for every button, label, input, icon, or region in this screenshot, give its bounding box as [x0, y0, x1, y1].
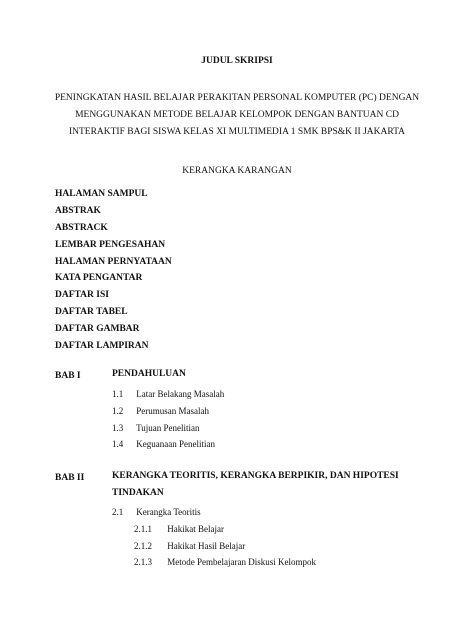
section-text: Perumusan Masalah [136, 406, 209, 416]
thesis-title-line: INTERAKTIF BAGI SISWA KELAS XI MULTIMEDIA 1 SMK BPS&K II JAKARTA [68, 127, 406, 137]
bab2-subsection [134, 524, 224, 534]
front-matter-item: DAFTAR TABEL [55, 307, 128, 318]
section-text: Latar Belakang Masalah [136, 389, 225, 399]
thesis-title-line: PENINGKATAN HASIL BELAJAR PERAKITAN PERSONAL KOMPUTER (PC) DENGAN [54, 93, 420, 103]
front-matter-item: ABSTRAK [55, 205, 101, 216]
subsection-text: Hakikat Belajar [167, 524, 224, 534]
subsection-number: 2.1.2 [134, 541, 152, 551]
bab2-label: BAB II [55, 473, 85, 483]
section-text: Keguanaan Penelitian [136, 439, 215, 449]
thesis-title-line: MENGGUNAKAN METODE BELAJAR KELOMPOK DENGAN BANTUAN CD [75, 110, 399, 120]
bab1-section [112, 389, 224, 399]
section-text: Kerangka Teoritis [136, 507, 201, 517]
subsection-text: Metode Pembelajaran Diskusi Kelompok [167, 557, 316, 567]
front-matter-list [55, 186, 172, 355]
document-heading: JUDUL SKRIPSI [201, 56, 273, 66]
front-matter-item: KATA PENGANTAR [55, 273, 143, 284]
bab2-title-line: KERANGKA TEORITIS, KERANGKA BERPIKIR, DAN HIPOTESI [112, 471, 399, 481]
bab1-section [112, 406, 209, 416]
subsection-number: 2.1.3 [134, 557, 152, 567]
subsection-number: 2.1.1 [134, 524, 152, 534]
section-number: 1.4 [112, 439, 124, 449]
section-text: Tujuan Penelitian [136, 423, 200, 433]
thesis-title [0, 90, 474, 141]
bab1-section [112, 439, 215, 449]
front-matter-item: ABSTRACK [55, 222, 108, 233]
outline-heading: KERANGKA KARANGAN [182, 166, 292, 176]
front-matter-item: HALAMAN PERNYATAAN [55, 256, 172, 267]
front-matter-item: DAFTAR LAMPIRAN [55, 341, 149, 352]
section-number: 1.1 [112, 389, 124, 399]
section-number: 2.1 [112, 507, 124, 517]
bab2-subsection [134, 557, 316, 567]
front-matter-item: DAFTAR ISI [55, 290, 109, 301]
bab2-section [112, 507, 201, 517]
bab1-title: PENDAHULUAN [112, 369, 186, 379]
bab2-subsection [134, 541, 245, 551]
front-matter-item: LEMBAR PENGESAHAN [55, 239, 166, 250]
bab2-title-line: TINDAKAN [112, 488, 164, 498]
front-matter-item: HALAMAN SAMPUL [55, 189, 148, 199]
section-number: 1.2 [112, 406, 124, 416]
subsection-text: Hakikat Hasil Belajar [167, 541, 246, 551]
bab1-label: BAB I [55, 371, 81, 381]
bab2-title [112, 468, 399, 502]
bab1-section [112, 423, 200, 433]
section-number: 1.3 [112, 423, 124, 433]
front-matter-item: DAFTAR GAMBAR [55, 324, 140, 335]
